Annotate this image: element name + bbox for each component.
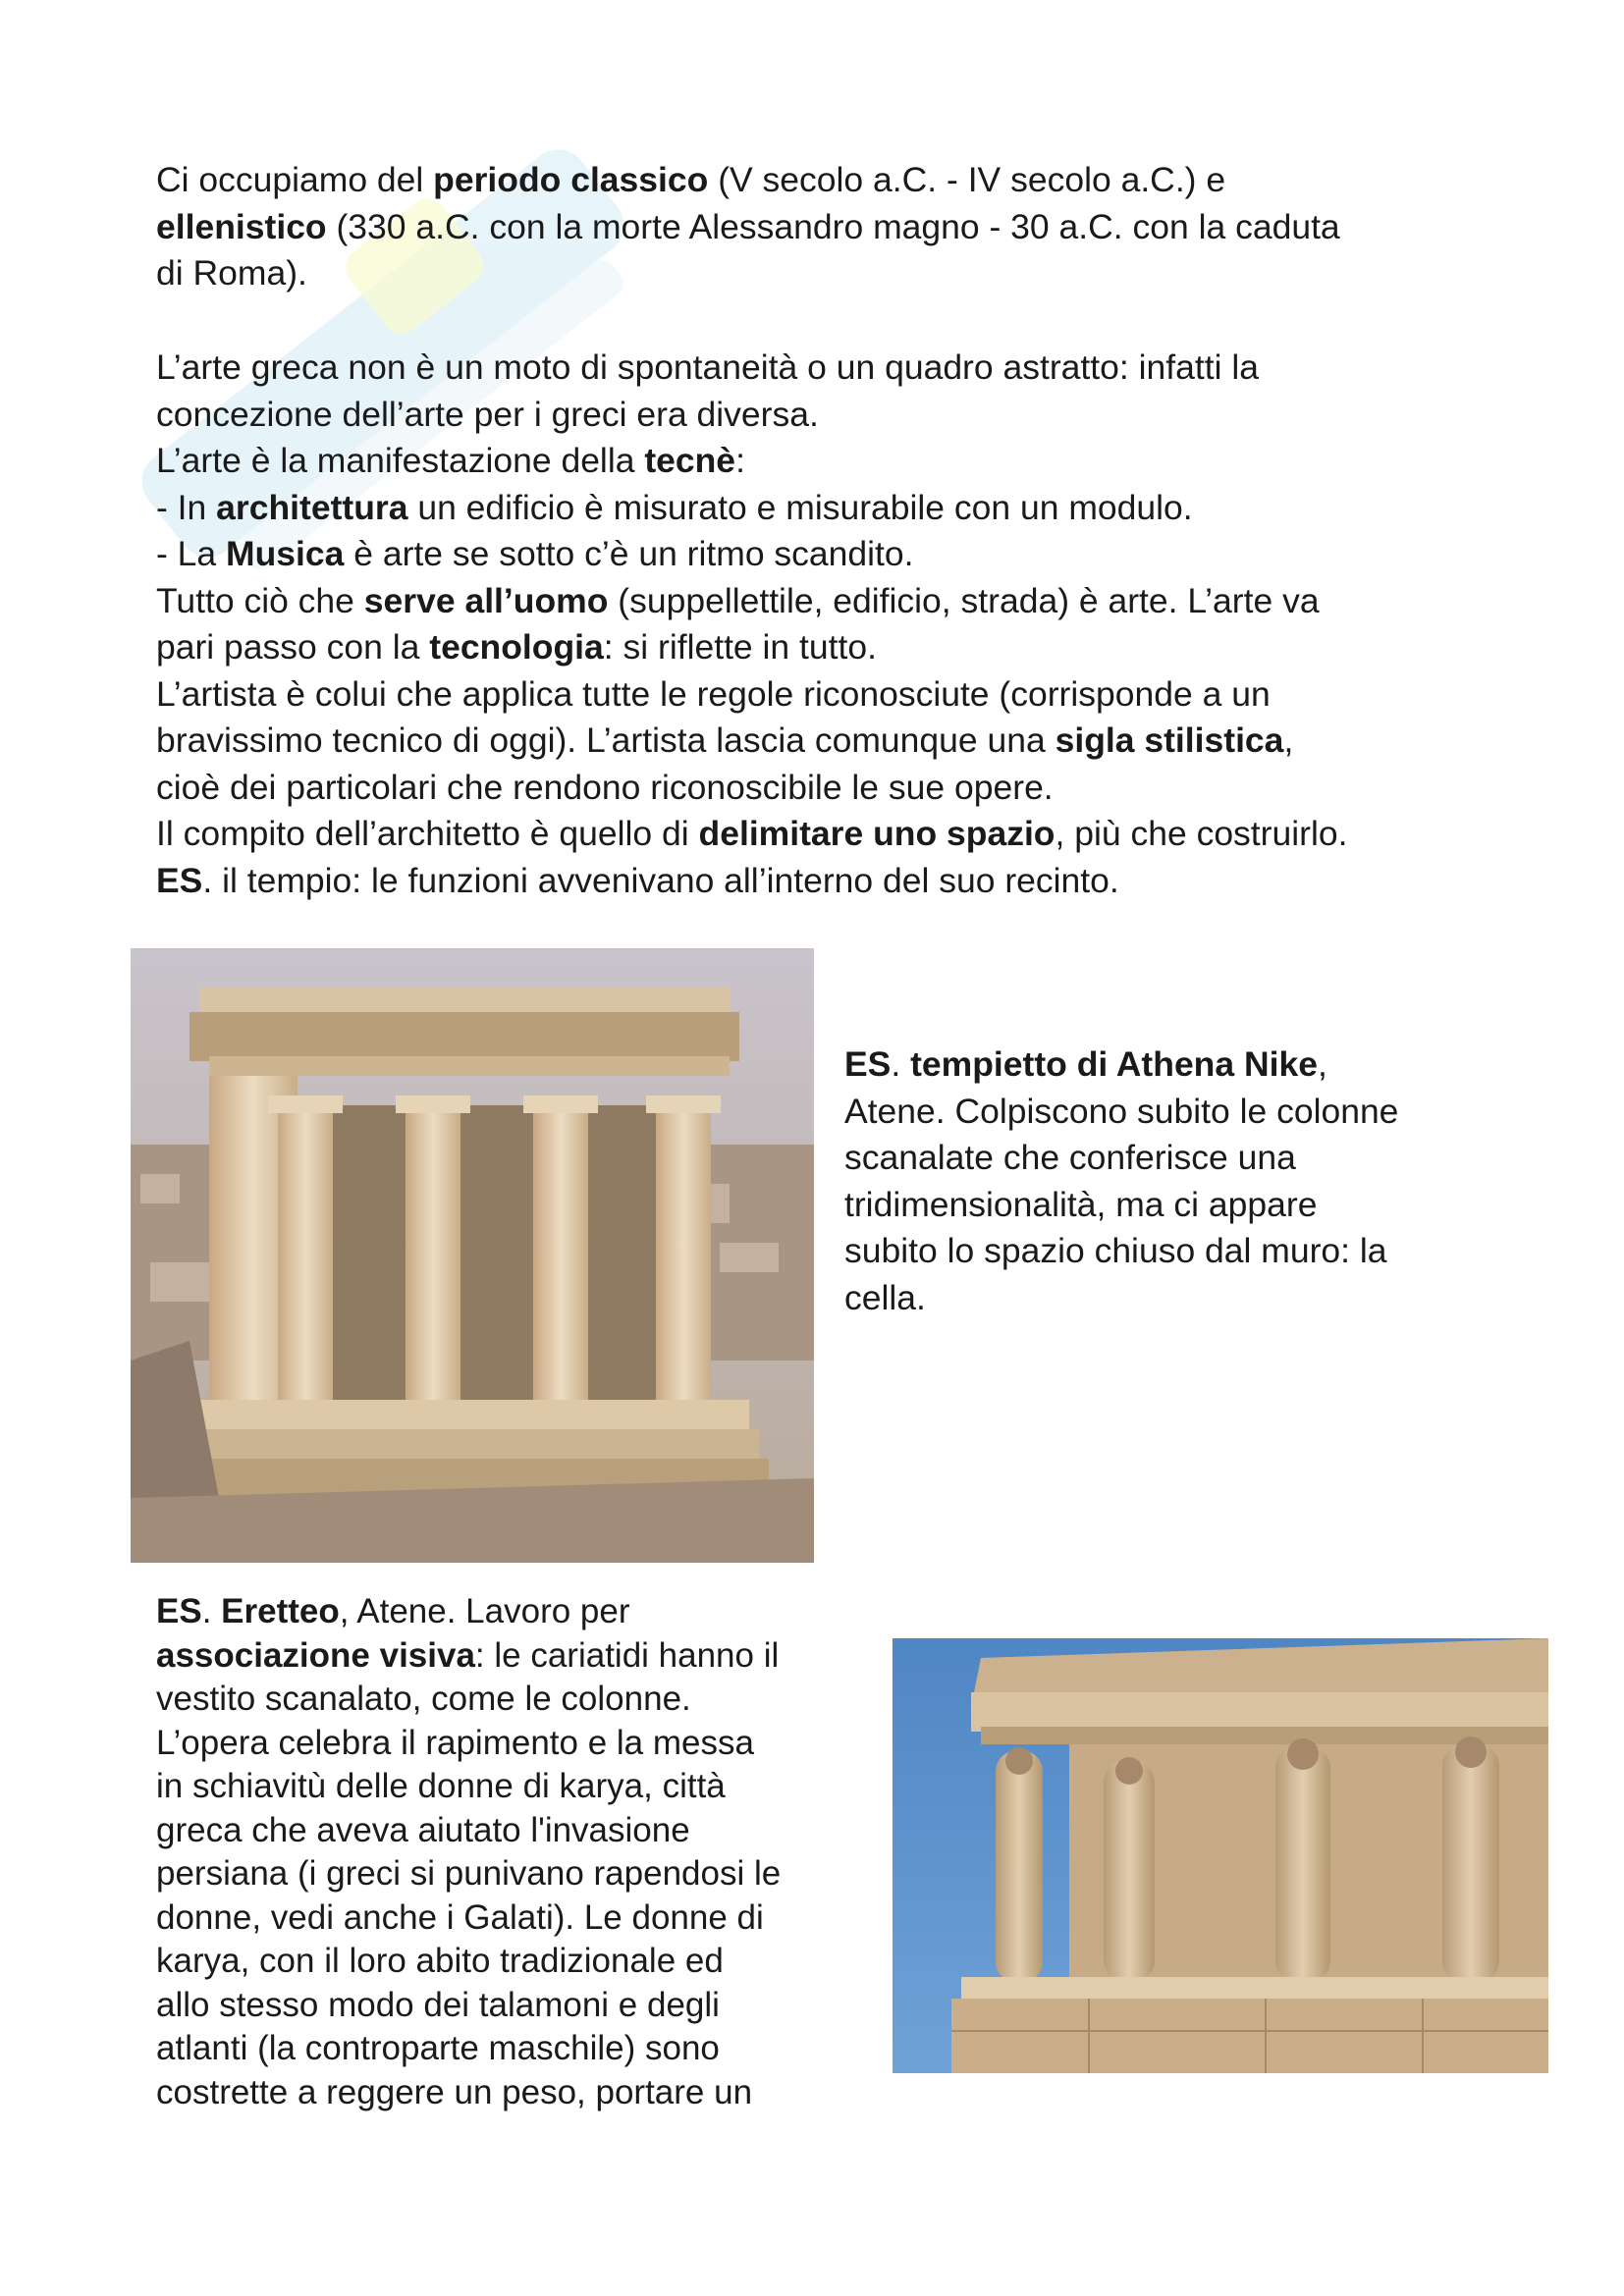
athena-nike-photo bbox=[131, 948, 814, 1563]
eretteo-caption: ES. Eretteo, Atene. Lavoro per associazione visiva: le cariatidi hanno il vestito scanalato, come le colonne. L’opera celebra il rapimento e la messa in schiavitù delle donne di karya, città greca che aveva aiutato l'invasione persiana (i greci si punivano rapendosi le donne, vedi anche i Galati). Le donne di karya, con il loro abito tradizionale ed allo stesso modo dei talamoni e degli atlanti (la controparte maschile) sono costrette a reggere un peso, portare un bbox=[156, 1592, 782, 2111]
intro-paragraph: Ci occupiamo del periodo classico (V secolo a.C. - IV secolo a.C.) e ellenistico (330 a.C. con la morte Alessandro magno - 30 a.C. con la caduta di Roma). bbox=[156, 160, 1340, 293]
athena-nike-caption: ES. tempietto di Athena Nike, Atene. Colpiscono subito le colonne scanalate che conferisce una tridimensionalità, ma ci appare subito lo spazio chiuso dal muro: la cella. bbox=[844, 1044, 1399, 1317]
body-paragraph: L’arte greca non è un moto di spontaneità o un quadro astratto: infatti la concezione dell’arte per i greci era diversa. L’arte è la manifestazione della tecnè: - In architettura un edificio è misurato e misurabile con un modulo. - La Musica è arte se sotto c’è un ritmo scandito. Tutto ciò che serve all’uomo (suppellettile, edificio, strada) è arte. L’arte va pari passo con la tecnologia: si riflette in tutto. L’artista è colui che applica tutte le regole riconosciute (corrisponde a un bravissimo tecnico di oggi). L’artista lascia comunque una sigla stilistica, cioè dei particolari che rendono riconoscibile le sue opere. Il compito dell’architetto è quello di delimitare uno spazio, più che costruirlo. ES. il tempio: le funzioni avvenivano all’interno del suo recinto. bbox=[156, 347, 1348, 900]
erechtheion-photo bbox=[893, 1638, 1548, 2073]
